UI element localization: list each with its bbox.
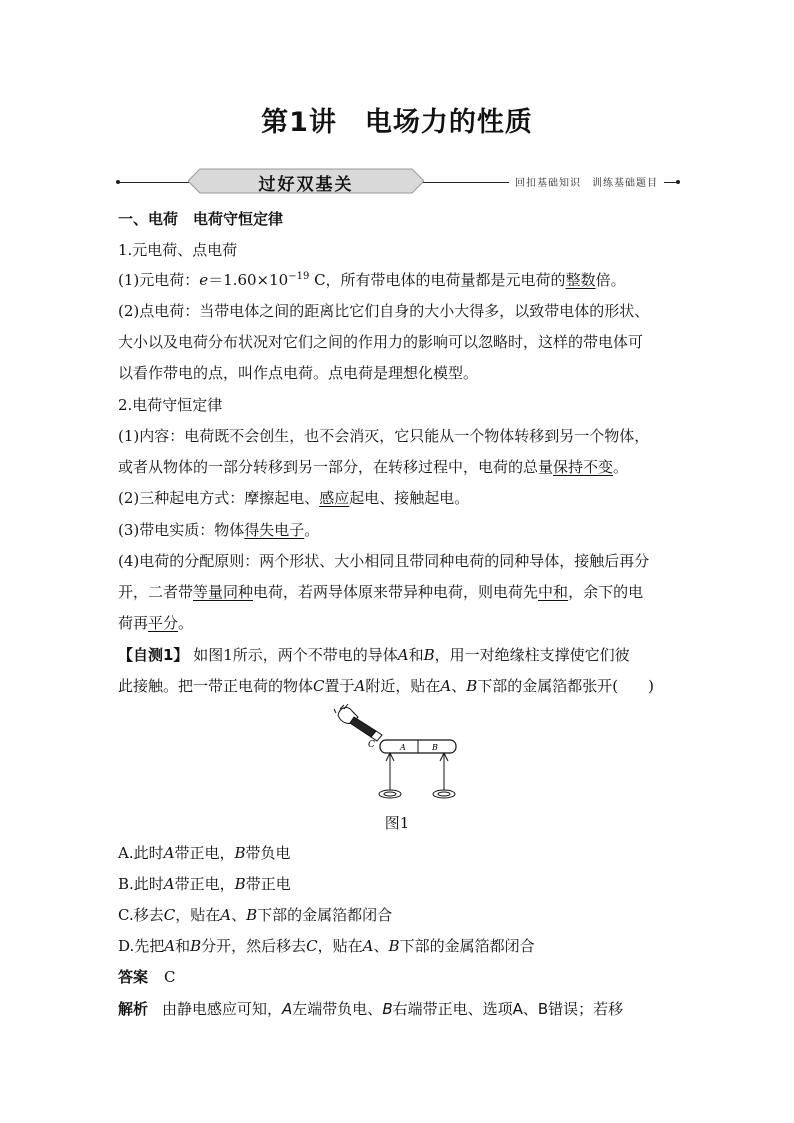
section-banner <box>118 168 678 194</box>
text: ，用一对绝缘柱支撑使它们彼 <box>434 646 630 664</box>
symbol-a: A <box>163 875 175 893</box>
symbol-a: A <box>220 906 232 924</box>
subsection-heading: 1.元电荷、点电荷 <box>118 241 238 259</box>
underlined-answer: 等量同种 <box>193 583 254 601</box>
option-a <box>118 842 683 864</box>
option-d <box>118 935 683 957</box>
text: 附近，贴在 <box>365 677 441 695</box>
text: (3)带电实质：物体 <box>118 521 245 539</box>
text: 荷再 <box>118 614 149 632</box>
text: 左端带负电、 <box>292 1000 383 1018</box>
figure-1-diagram <box>330 703 460 803</box>
banner-label: 过好双基关 <box>258 175 354 195</box>
insulating-stand-left <box>379 753 401 798</box>
symbol-b: B <box>466 677 478 695</box>
text: 下部的金属箔都张开( ) <box>477 677 654 695</box>
underlined-answer: 平分 <box>148 614 179 632</box>
symbol-c: C <box>306 937 318 955</box>
paragraph-line: (4)电荷的分配原则：两个形状、大小相同且带同种电荷的同种导体，接触后再分 <box>118 552 650 570</box>
symbol-a: A <box>354 677 366 695</box>
question-line <box>118 644 683 666</box>
text: 起电、接触起电。 <box>349 489 470 507</box>
option-b <box>118 873 683 895</box>
text: C.移去 <box>118 906 164 924</box>
section-heading: 一、电荷 电荷守恒定律 <box>118 210 284 228</box>
answer-line <box>118 966 683 988</box>
text: 如图1所示，两个不带电的导体 <box>188 646 398 664</box>
symbol-a: A <box>164 937 176 955</box>
text: 由静电感应可知， <box>162 1000 283 1018</box>
text: 、 <box>373 937 389 955</box>
text: ，贴在 <box>175 906 221 924</box>
text: (2)三种起电方式：摩擦起电、 <box>118 489 320 507</box>
symbol-b: B <box>382 1000 393 1018</box>
figure-caption: 图1 <box>384 814 410 832</box>
text: 和 <box>175 937 191 955</box>
symbol-c: C <box>163 906 176 924</box>
underlined-answer: 感应 <box>319 489 350 507</box>
symbol-a: A <box>362 937 374 955</box>
text: 带正电， <box>174 875 235 893</box>
banner-subtitle: 回扣基础知识 训练基础题目 <box>509 174 664 189</box>
text: A.此时 <box>118 844 164 862</box>
text: 。 <box>178 614 194 632</box>
underlined-answer: 得失电子 <box>244 521 305 539</box>
paragraph-line <box>118 519 683 541</box>
text: 或者从物体的一部分转移到另一部分，在转移过程中，电荷的总量 <box>118 458 554 476</box>
underlined-answer: 保持不变 <box>553 458 614 476</box>
text: ，贴在 <box>317 937 363 955</box>
analysis-line <box>118 998 683 1020</box>
paragraph-line <box>118 456 683 478</box>
paragraph-line: (1)内容：电荷既不会创生，也不会消灭，它只能从一个物体转移到另一个物体， <box>118 427 650 445</box>
figure-label-a: A <box>400 743 406 752</box>
symbol-b: B <box>423 646 435 664</box>
symbol-e: e <box>199 271 209 289</box>
answer-label: 答案 <box>118 968 149 986</box>
text: 分开，然后移去 <box>201 937 307 955</box>
symbol-b: B <box>234 844 246 862</box>
text: 带负电 <box>245 844 291 862</box>
insulating-stand-right <box>433 753 455 798</box>
paragraph-line: (2)点电荷：当带电体之间的距离比它们自身的大小大得多，以致带电体的形状、 <box>118 302 650 320</box>
question-line <box>118 675 683 697</box>
analysis-label: 解析 <box>118 1000 149 1018</box>
paragraph-line <box>118 581 683 603</box>
text: 开，二者带 <box>118 583 194 601</box>
symbol-a: A <box>397 646 409 664</box>
text: (1)元电荷： <box>118 271 200 289</box>
figure-label-b: B <box>432 743 438 752</box>
symbol-a: A <box>440 677 452 695</box>
text: 电荷，若两导体原来带异种电荷，则电荷先 <box>253 583 539 601</box>
exponent: −19 <box>288 271 310 282</box>
paragraph-line <box>118 487 683 509</box>
text: 、 <box>231 906 247 924</box>
underlined-answer: 整数 <box>565 271 596 289</box>
text: 下部的金属箔都闭合 <box>399 937 535 955</box>
underlined-answer: 中和 <box>538 583 569 601</box>
paragraph-line: 大小以及电荷分布状况对它们之间的作用力的影响可以忽略时，这样的带电体可 <box>118 333 644 351</box>
paragraph-elementary-charge <box>118 269 683 291</box>
paragraph-line <box>118 612 683 634</box>
text: C，所有带电体的电荷量都是元电荷的 <box>309 271 566 289</box>
banner-tab <box>188 168 424 194</box>
symbol-b: B <box>190 937 202 955</box>
option-c <box>118 904 683 926</box>
question-tag: 【自测1】 <box>118 646 189 664</box>
text: ，余下的电 <box>568 583 644 601</box>
text: 带正电 <box>245 875 291 893</box>
text: B.此时 <box>118 875 164 893</box>
text: 下部的金属箔都闭合 <box>257 906 393 924</box>
text: 带正电， <box>174 844 235 862</box>
paragraph-line: 以看作带电的点，叫作点电荷。点电荷是理想化模型。 <box>118 364 479 382</box>
text: D.先把 <box>118 937 165 955</box>
text: 、 <box>451 677 467 695</box>
text: 此接触。把一带正电荷的物体 <box>118 677 314 695</box>
text: 。 <box>613 458 629 476</box>
text: 置于 <box>324 677 355 695</box>
answer-value: C <box>164 968 176 986</box>
conductor-cylinder <box>380 740 456 753</box>
text: 。 <box>304 521 320 539</box>
text: 倍。 <box>595 271 626 289</box>
symbol-b: B <box>234 875 246 893</box>
banner-dot-right <box>676 180 680 184</box>
banner-dot-left <box>116 180 120 184</box>
charged-rod-c <box>350 717 382 741</box>
figure-label-c: C <box>368 740 375 750</box>
text: 和 <box>408 646 424 664</box>
text: 右端带正电、选项A、B错误；若移 <box>392 1000 624 1018</box>
symbol-c: C <box>313 677 325 695</box>
subsection-heading: 2.电荷守恒定律 <box>118 396 223 414</box>
symbol-b: B <box>388 937 400 955</box>
text: ＝1.60×10 <box>208 271 289 289</box>
symbol-b: B <box>246 906 258 924</box>
page-title: 第1讲 电场力的性质 <box>261 107 533 138</box>
symbol-a: A <box>282 1000 293 1018</box>
symbol-a: A <box>163 844 175 862</box>
